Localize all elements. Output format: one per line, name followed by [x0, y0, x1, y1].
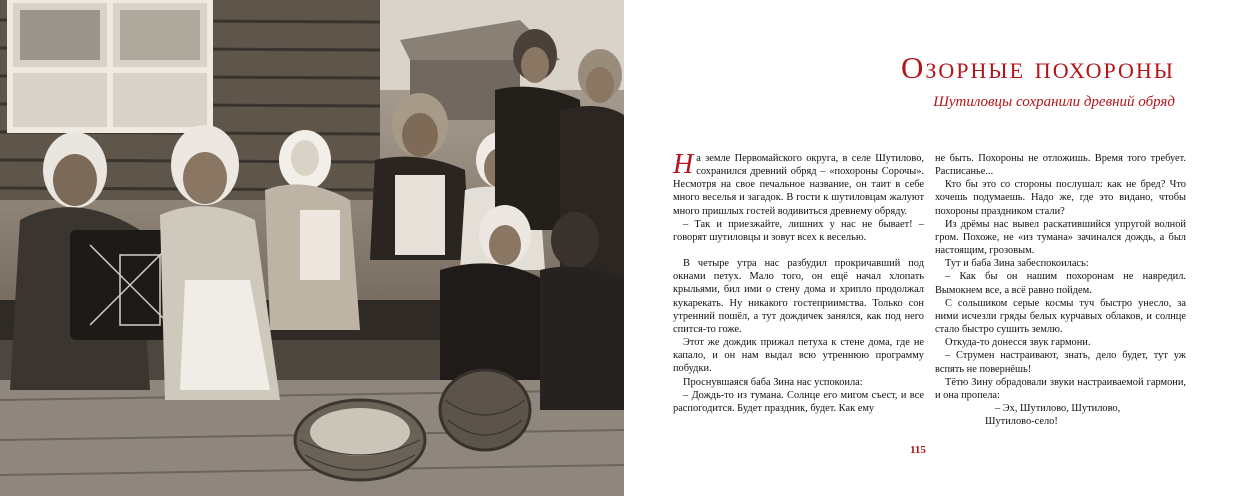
- paragraph: Тётю Зину обрадовали звуки настраиваемой гармони, и она пропела:: [935, 376, 1186, 401]
- text-column-2: [935, 152, 1186, 428]
- paragraph: Откуда-то донесся звук гармони.: [945, 337, 1091, 349]
- paragraph: не быть. Похороны не отложишь. Время того требует. Расписанье...: [935, 153, 1186, 178]
- paragraph: На земле Первомайского округа, в селе Шутилово, сохранился древний обряд – «похороны Сорочы». Несмотря на свое печальное название, он таит в себе много веселья и загадок. В гости к шутиловцам жалуют много пришлых гостей водивиться древнему обряду.: [673, 149, 924, 217]
- text-column-1: [673, 149, 924, 415]
- article-title: Озорные похороны: [901, 50, 1175, 85]
- paragraph: Проснувшаяся баба Зина нас успокоила:: [683, 376, 863, 388]
- drop-cap: Н: [673, 149, 694, 180]
- paragraph: Этот же дождик прижал петуха к стене дома, где не капало, и он нам выдал всю утреннюю программу побудки.: [673, 337, 924, 375]
- paragraph: – Дождь-то из тумана. Солнце его мигом съест, и все распогодится. Будет праздник, будет. Как ему: [673, 389, 924, 414]
- article-subtitle: Шутиловцы сохранили древний обряд: [933, 94, 1175, 110]
- paragraph: Тут и баба Зина забеспокоилась:: [945, 258, 1089, 270]
- paragraph: С сольшиком серые космы туч быстро унесло, за ними исчезли гряды белых курчавых облаков, и солнце стало быстро сушить землю.: [935, 297, 1186, 336]
- paragraph: Кто бы это со стороны послушал: как не бред? Что хочешь подумаешь. Надо же, где это видано, чтобы похороны праздником стали?: [935, 179, 1186, 217]
- paragraph: – Так и приезжайте, лишних у нас не бывает! – говорят шутиловцы и зовут всех к веселью.: [673, 218, 924, 243]
- text-page: [624, 0, 1247, 496]
- paragraph: Из дрёмы нас вывел раскатившийся упругой волной гром. Похоже, не «из тумана» зачинался дождь, а был настоящим, грозовым.: [935, 218, 1186, 257]
- page-number: 115: [910, 444, 926, 456]
- verse-line: – Эх, Шутилово, Шутилово,: [995, 402, 1121, 414]
- paragraph: В четыре утра нас разбудил прокричавший под окнами петух. Мало того, он ещё начал хлопать крыльями, бил ими о стену дома и хрипло продолжал кукарекать. Ну никакого гостеприимства. Только сон утренний пошёл, а тут дождичек занялся, как под него спится-то гоже.: [673, 258, 924, 335]
- paragraph: – Струмен настраивают, знать, дело будет, тут уж вспять не повернёшь!: [935, 350, 1186, 375]
- verse-line: Шутилово-село!: [985, 416, 1058, 428]
- paragraph: – Как бы он нашим похоронам не навредил. Вымокнем все, а всё равно пойдем.: [935, 271, 1186, 296]
